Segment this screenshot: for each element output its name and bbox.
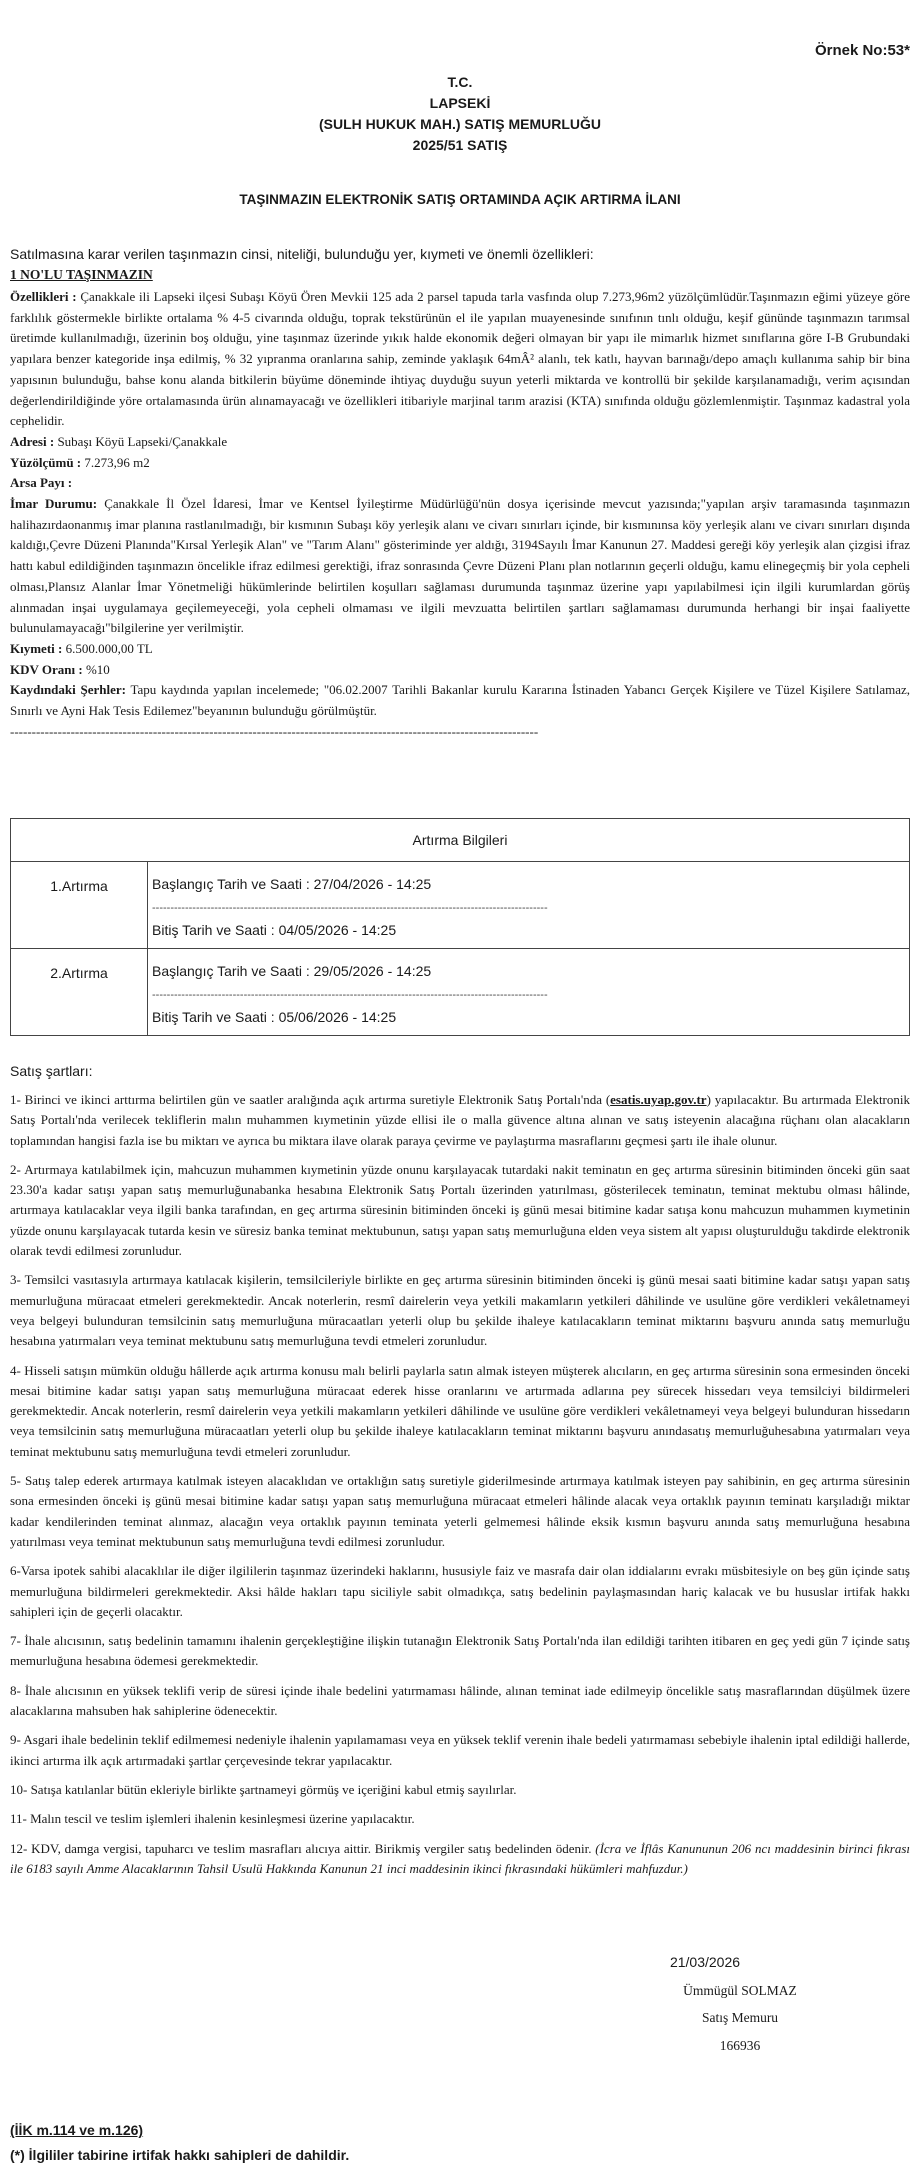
condition-6: 6-Varsa ipotek sahibi alacaklılar ile diğer ilgililerin taşınmaz üzerindeki haklarını, hususiyle faiz ve masrafa dair olan iddialarını evrakı müsbitesiyle on beş gün içinde satış memurluğuna bildirmeleri gerekmektedir. Aksi hâlde hakları tapu siciliyle sabit olmadıkça, satış bedelinin paylaşmasından hariç kalacak ve bu hususlar irtifak hakkı sahipleri için de geçerli olacaktır.	[10, 1563, 910, 1619]
address-label: Adresi :	[10, 433, 55, 449]
footer-note-law: (İİK m.114 ve m.126)	[10, 2122, 144, 2138]
zoning-text: Çanakkale İl Özel İdaresi, İmar ve Kentsel İyileştirme Müdürlüğü'nün dosya içerisinde mevcut yazısında;"yapılan arşiv taramasında taşınmazın halihazırdaonanmış imar planına rastlanılmadığı, bir kısmının Subaşı köy yerleşik alanı ve civarı sınırları içinde, bir kısmınınsa köy yerleşik alanı ve civarı sınırları dışında kaldığı,Çevre Düzeni Planında"Kırsal Yerleşik Alan" ve "Tarım Alanı" gösteriminde yer aldığı, 3194Sayılı İmar Kanunun 27. Maddesi gereği köy yerleşik alan çizgisi ifraz hattı kabul edildiğinden taşınmazın öncelikle ifraz edilmesi gerektiği, ifraz sonrasında Çevre Düzeni Planı plan notlarının geçerli olduğu, kamu elinegeçmiş bir yola cepheli olması,Plansız Alanlar İmar Yönetmeliği hükümlerinde belirtilen koşulları sağlaması durumunda taşınmaz üzerine yapı yapılabilmesi için ilgili kurumlardan görüş alınmadan inşai uygulamaya geçilemeyeceği, yola cepheli olmaması ve ilgili mevzuatta belirtilen şartları sağlamaması durumunda herhangi bir inşai faaliyette bulunulamayacağı"bilgilerine yer verilmiştir.	[10, 496, 910, 636]
footer-notes	[10, 2118, 349, 2168]
value-label: Kıymeti :	[10, 640, 63, 656]
signatory-name: Ümmügül SOLMAZ	[683, 1982, 797, 1998]
signatory-title: Satış Memuru	[701, 2010, 779, 2025]
area-text: 7.273,96 m2	[81, 454, 150, 470]
condition-1-text-a: 1- Birinci ve ikinci arttırma belirtilen gün ve saatler aralığında açık artırma suretiyle Elektronik Satış Portalı'nda (	[10, 1092, 611, 1107]
auction-end: Bitiş Tarih ve Saati : 05/06/2026 - 14:25	[152, 1009, 397, 1025]
property-share	[10, 473, 910, 494]
features-label: Özellikleri :	[10, 289, 77, 304]
condition-2: 2- Artırmaya katılabilmek için, mahcuzun muhammen kıymetinin yüzde onunu karşılayacak tutardaki nakit teminatın en geç artırma süresinin bitiminden önceki gün saat 23.30'a kadar satışı yapan satış memurluğunabanka hesabına Elektronik Satış Portalı üzerinden yatırılması, gösterilecek teminatın, teminat mektubu olması hâlinde, artırmaya katılacaklar veya ilgili banka tarafından, en geç artırma süresinin bitiminden önceki iş günü mesai bitimine kadar satışa konu mahcuzun muhammen kıymetinin yüzde onunu karşılayacak tutarda kesin ve süresiz banka teminat mektubunun, satışı yapan satış memurluğuna elden veya sistem alt yapısı oluşturulduğu takdirde elektronik olarak tevdi edilmesi zorunludur.	[10, 1161, 910, 1259]
property-value	[10, 639, 910, 660]
area-label: Yüzölçümü :	[10, 454, 82, 470]
intro-text: Satılmasına karar verilen taşınmazın cinsi, niteliği, bulunduğu yer, kıymeti ve önemli özellikleri:	[10, 246, 594, 262]
header-line-tc: T.C.	[447, 74, 473, 90]
auction-info-table	[10, 818, 910, 1036]
auction-round-label: 1.Artırma	[11, 862, 148, 949]
share-label: Arsa Payı :	[10, 475, 73, 491]
auction-round-label: 2.Artırma	[11, 949, 148, 1036]
auction-separator: ------------------------------------------------------------------------------------------------------------	[152, 989, 548, 1001]
conditions-title: Satış şartları:	[10, 1063, 93, 1079]
restrictions-text: Tapu kaydında yapılan incelemede; "06.02.2007 Tarihli Bakanlar kurulu Kararına İstinaden Yabancı Gerçek Kişilere ve Tüzel Kişilere Satılamaz, Sınırlı ve Ayni Hak Tesis Edilemez"beyanının bulunduğu görülmüştür.	[10, 682, 910, 719]
address-text: Subaşı Köyü Lapseki/Çanakkale	[54, 433, 228, 449]
header-line-city: LAPSEKİ	[429, 95, 491, 111]
restrictions-label: Kaydındaki Şerhler:	[10, 682, 126, 698]
vat-text: %10	[82, 661, 110, 677]
auction-start: Başlangıç Tarih ve Saati : 27/04/2026 - 14:25	[152, 876, 432, 892]
condition-4: 4- Hisseli satışın mümkün olduğu hâllerde açık artırma konusu malı belirli paylarla satın almak isteyen müşterek alıcıların, en geç artırma süresinin sona ermesinden önceki mesai bitimine kadar satışı yapan satış memurluğuna müracaat ederek hisse oranlarını ve artırmada adlarına pey sürecek hissedarı veya temsilciyi bildirmeleri gerekmektedir. Ancak noterlerin, resmî dairelerin veya yetkili makamların yetkileri dâhilinde ve usulüne göre verdikleri vekâletnameyi veya belgeyi bulunduran hissedarın veya temsilcinin satış memurluğuna müracaatları yeterli olup bu şekilde ihaleye katılacakların teminat miktarını başvuru anındasatış memurluğuhesabına yatırmaları veya teminat mektubunu satış memurluğuna tevdi etmeleri zorunludur.	[10, 1362, 910, 1459]
property-features	[10, 287, 910, 432]
auction-end: Bitiş Tarih ve Saati : 04/05/2026 - 14:25	[152, 922, 397, 938]
condition-12-text: 12- KDV, damga vergisi, tapuharcı ve teslim masrafları alıcıya aittir. Birikmiş vergiler satış bedelinden ödenir.	[10, 1840, 596, 1856]
property-vat	[10, 660, 910, 681]
header-line-office: (SULH HUKUK MAH.) SATIŞ MEMURLUĞU	[318, 116, 602, 132]
condition-10: 10- Satışa katılanlar bütün ekleriyle birlikte şartnameyi görmüş ve içeriğini kabul etmiş sayılırlar.	[10, 1781, 517, 1797]
signature-block	[600, 1949, 880, 2059]
condition-12-legal-note: (İcra ve İflâs Kanununun 206 ncı maddesinin birinci fıkrası ile 6183 sayılı Amme Alacaklarının Tahsil Usulü Hakkında Kanunun 21 inci maddesinin ikinci fıkrasındaki hükümleri mahfuzdur.)	[10, 1840, 910, 1876]
signature-date: 21/03/2026	[669, 1954, 741, 1970]
auction-table-heading: Artırma Bilgileri	[11, 819, 910, 862]
auction-round-1	[11, 862, 910, 949]
vat-label: KDV Oranı :	[10, 661, 83, 677]
property-restrictions	[10, 680, 910, 721]
property-zoning	[10, 494, 910, 639]
condition-1	[10, 1090, 910, 1151]
document-header	[10, 72, 910, 156]
condition-5: 5- Satış talep ederek artırmaya katılmak isteyen alacaklıdan ve ortaklığın satış suretiyle giderilmesinde artırmaya katılmak isteyen pay sahibinin, en geç artırma süresinin sona ermesinden önceki iş günü mesai bitimine kadar satışı yapan satış memurluğuna müracaat etmeleri hâlinde alacak veya ortaklık payının teminatı karşıladığı miktar kadar kendilerinden teminat alınmaz, alacağın veya ortaklık payının teminata yeterli gelmemesi hâlinde eksik kısmın başvuru anında satış memurluğuna hesabına yatırılması veya teminat mektubunun satış memurluğuna tevdi edilmesi zorunludur.	[10, 1473, 910, 1549]
condition-3: 3- Temsilci vasıtasıyla artırmaya katılacak kişilerin, temsilcileriyle birlikte en geç artırma süresinin bitiminden önceki iş günü mesai saati bitimine kadar satışı yapan satış memurluğuna müracaat etmeleri gerekmektedir. Ancak noterlerin, resmî dairelerin veya yetkili makamların yetkileri dâhilinde ve usulüne göre verdikleri vekâletnameyi veya belgeyi bulunduran temsilcinin satış memurluğuna müracaatları yeterli olup bu şekilde ihaleye katılacakların teminat miktarını başvuru anında satış memurluğu hesabına yatırmaları veya teminat mektubunu satış memurluğuna tevdi etmeleri zorunludur.	[10, 1272, 910, 1349]
condition-11: 11- Malın tescil ve teslim işlemleri ihalenin kesinleşmesi üzerine yapılacaktır.	[10, 1811, 415, 1827]
auction-round-dates	[148, 862, 910, 949]
auction-start: Başlangıç Tarih ve Saati : 29/05/2026 - 14:25	[152, 963, 432, 979]
esatis-link[interactable]: esatis.uyap.gov.tr	[610, 1092, 707, 1107]
condition-1-text-b: ) yapılacaktır. Bu artırmada Elektronik Satış Portalı'nda verilecek tekliflerin malın muhammen kıymetinin yüzde ellisi ile o malla güvence altına alınan ve satış isteyenin alacağına rüçhanı olan alacakların toplamından hangisi fazla ise bu miktarı ve ayrıca bu miktara ilave olarak paraya çevirme ve paylaştırma masraflarını geçmesi şartı ile ihale olunur.	[10, 1092, 910, 1148]
property-area	[10, 453, 910, 474]
auction-round-2	[11, 949, 910, 1036]
property-description	[10, 287, 910, 742]
condition-12	[10, 1839, 910, 1880]
condition-7: 7- İhale alıcısının, satış bedelinin tamamını ihalenin gerçekleştiğine ilişkin tutanağın Elektronik Satış Portalı'nda ilan edildiği tarihten itibaren en geç yedi gün 7 içinde satış memurluğuna hesabına ödemesi gerekmektedir.	[10, 1633, 910, 1669]
document-title: TAŞINMAZIN ELEKTRONİK SATIŞ ORTAMINDA AÇIK ARTIRMA İLANI	[239, 192, 681, 207]
signatory-id: 166936	[719, 2037, 761, 2053]
features-text: Çanakkale ili Lapseki ilçesi Subaşı Köyü Ören Mevkii 125 ada 2 parsel tapuda tarla vasfında olup 7.273,96m2 yüzölçümlüdür.Taşınmazın eğimi yüzeye göre farklılık göstermekle birlikte ortalama % 4-5 civarında olduğu, toprak tekstürünün el ile yapılan muayenesinde sınıfının tınlı olduğu, keşif gününde taşınmazın tarımsal üretimde kullanılmadığı, üzerinin boş olduğu, yine taşınmaz üzerinde yıkık halde ekonomik değeri olmayan bir yapı ile mimarlık hizmet sınıflarına göre I-B Grubundaki yapılara benzer kategoride inşa edilmiş, % 32 yıpranma oranlarına sahip, zeminde yaklaşık 64mÂ² alanlı, tek katlı, hayvan barınağı/depo amaçlı kullanıma sahip bir bina yapısının bulunduğu, bahse konu alanda bitkilerin büyüme döneminde ihtiyaç duyduğu suyun yeterli miktarda ve kontrollü bir şekilde karşılanamadığı, verim açısından değerlendirildiğinde yöre ortalamasında ürün alınamayacağı ve özellikleri itibariyle marjinal tarım arazisi (KTA) sınıfında olduğu gözlemlenmiştir. Taşınmaz kadastral yola cephelidir.	[10, 289, 910, 429]
auction-separator: ------------------------------------------------------------------------------------------------------------	[152, 902, 548, 914]
header-line-file-no: 2025/51 SATIŞ	[412, 137, 508, 153]
lot-title: 1 NO'LU TAŞINMAZIN	[10, 267, 153, 282]
section-divider: --------------------------------------------------------------------------------------------------------------------------	[10, 723, 539, 739]
sale-conditions	[10, 1090, 910, 1888]
condition-9: 9- Asgari ihale bedelinin teklif edilmemesi nedeniyle ihalenin yapılamaması veya en yüksek teklif verenin ihale bedeli yatırmaması sebebiyle ihalenin iptal edildiği hallerde, ikinci artırma ilk açık artırmadaki şartlar çerçevesinde tekrar yapılacaktır.	[10, 1732, 910, 1768]
footer-note-interested: (*) İlgililer tabirine irtifak hakkı sahipleri de dahildir.	[10, 2147, 350, 2163]
zoning-label: İmar Durumu:	[10, 496, 98, 512]
auction-round-dates	[148, 949, 910, 1036]
value-text: 6.500.000,00 TL	[62, 640, 153, 656]
example-number: Örnek No:53*	[814, 42, 910, 59]
condition-8: 8- İhale alıcısının en yüksek teklifi verip de süresi içinde ihale bedelini yatırmaması hâlinde, alınan teminat iade edilmeyip öncelikle satış masraflarından düşülmek üzere alacaklarına mahsuben hak sahiplerine ödenecektir.	[10, 1682, 910, 1719]
property-address	[10, 432, 910, 453]
